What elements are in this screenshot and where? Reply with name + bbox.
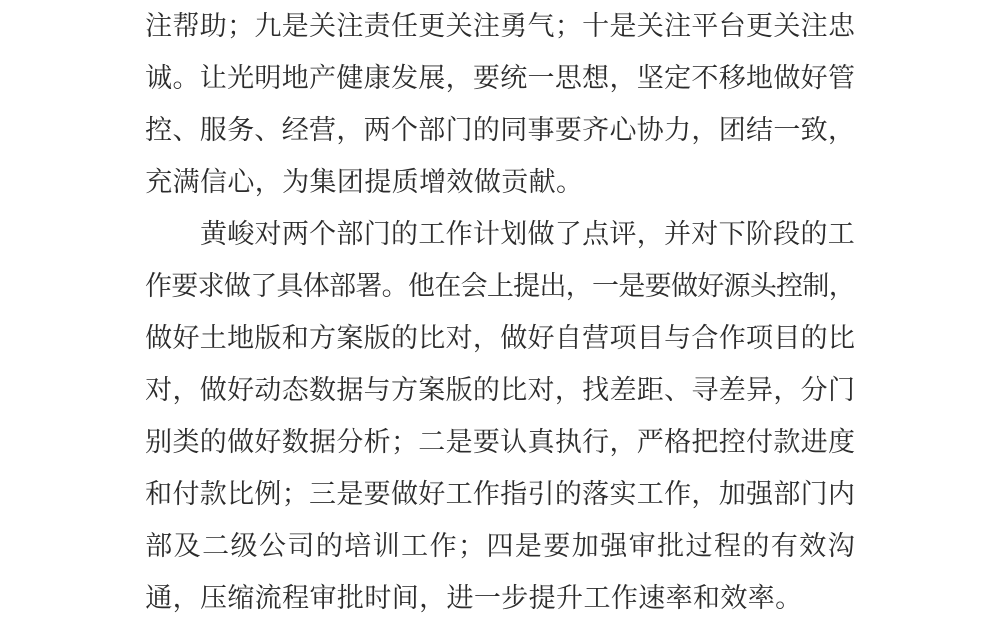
text-line: 通 ， 压 缩 流 程 审 批 时 间 ， 进 一 步 提 升 工 作 速 率 和 效 率 。 <box>145 583 803 614</box>
text-line: 别 类 的 做 好 数 据 分 析 ； 二 是 要 认 真 执 行 ， 严 格 把 控 付 款 进 度 <box>145 427 855 458</box>
text-line: 对 ， 做 好 动 态 数 据 与 方 案 版 的 比 对 ， 找 差 距 、 寻 差 异 ， 分 门 <box>145 375 855 406</box>
text-line: 做 好 土 地 版 和 方 案 版 的 比 对 ， 做 好 自 营 项 目 与 合 作 项 目 的 比 <box>145 323 855 354</box>
document-page <box>145 11 855 635</box>
text-line: 诚 。 让 光 明 地 产 健 康 发 展 ， 要 统 一 思 想 ， 坚 定 不 移 地 做 好 管 <box>145 63 855 94</box>
text-line: 部 及 二 级 公 司 的 培 训 工 作 ； 四 是 要 加 强 审 批 过 程 的 有 效 沟 <box>145 531 855 562</box>
text-line: 作 要 求 做 了 具 体 部 署 。 他 在 会 上 提 出 ， 一 是 要 做 好 源 头 控 制 ， <box>145 271 856 302</box>
text-line: 黄 峻 对 两 个 部 门 的 工 作 计 划 做 了 点 评 ， 并 对 下 阶 段 的 工 <box>199 219 855 250</box>
text-line: 充 满 信 心 ， 为 集 团 提 质 增 效 做 贡 献 。 <box>145 167 584 198</box>
text-line: 控 、 服 务 、 经 营 ， 两 个 部 门 的 同 事 要 齐 心 协 力 ， 团 结 一 致 ， <box>145 115 855 146</box>
text-line: 和 付 款 比 例 ； 三 是 要 做 好 工 作 指 引 的 落 实 工 作 ， 加 强 部 门 内 <box>145 479 855 510</box>
text-line: 注 帮 助 ； 九 是 关 注 责 任 更 关 注 勇 气 ； 十 是 关 注 平 台 更 关 注 忠 <box>145 11 855 42</box>
